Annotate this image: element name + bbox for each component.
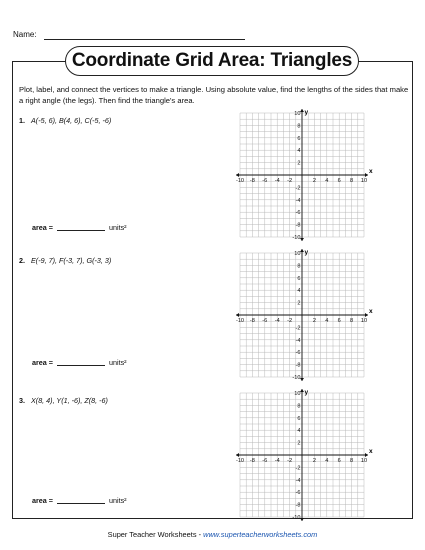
units-label: units² xyxy=(108,496,127,505)
coordinate-grid xyxy=(230,389,378,524)
y-tick-label: -8 xyxy=(295,222,301,229)
coordinate-grid xyxy=(230,249,378,384)
y-tick-label: 8 xyxy=(297,403,301,410)
y-tick-label: -4 xyxy=(295,337,301,344)
x-tick-label: -6 xyxy=(262,318,268,324)
x-tick-label: 2 xyxy=(312,318,316,324)
problem-3 xyxy=(19,396,108,405)
x-tick-label: 2 xyxy=(312,458,316,464)
problem-2 xyxy=(19,256,111,265)
y-tick-label: 10 xyxy=(294,391,301,397)
area-label: area = xyxy=(32,496,53,505)
x-axis-arrow-left xyxy=(236,453,239,457)
x-tick-label: -8 xyxy=(249,318,255,324)
y-tick-label: -4 xyxy=(295,197,301,204)
y-tick-label: -8 xyxy=(295,362,301,369)
y-tick-label: 6 xyxy=(297,275,301,282)
problem-points: E(-9, 7), F(-3, 7), G(-3, 3) xyxy=(31,256,112,265)
problem-points: A(-5, 6), B(4, 6), C(-5, -6) xyxy=(31,116,112,125)
area-answer-field[interactable] xyxy=(57,503,105,504)
problem-1 xyxy=(19,116,111,125)
x-tick-label: 10 xyxy=(360,458,368,464)
x-tick-label: -4 xyxy=(274,318,280,324)
area-label: area = xyxy=(32,358,53,367)
y-tick-label: 2 xyxy=(297,300,301,307)
x-tick-label: 8 xyxy=(350,458,354,464)
y-tick-label: -6 xyxy=(295,350,301,357)
x-tick-label: -10 xyxy=(235,178,245,184)
y-tick-label: 6 xyxy=(297,415,301,422)
y-tick-label: 8 xyxy=(297,263,301,270)
x-axis-arrow-left xyxy=(236,173,239,177)
x-tick-label: 10 xyxy=(360,318,368,324)
footer-brand: Super Teacher Worksheets xyxy=(107,530,197,539)
x-tick-label: 8 xyxy=(350,178,354,184)
problem-number: 2. xyxy=(19,256,25,265)
x-tick-label: -2 xyxy=(287,458,293,464)
area-answer-field[interactable] xyxy=(57,365,105,366)
x-tick-label: -2 xyxy=(287,318,293,324)
area-row-1 xyxy=(32,223,127,232)
problem-number: 1. xyxy=(19,116,25,125)
y-tick-label: 4 xyxy=(297,428,301,435)
x-axis-label: x xyxy=(369,168,373,175)
name-label: Name: xyxy=(13,30,37,39)
x-tick-label: 4 xyxy=(325,318,329,324)
area-row-2 xyxy=(32,358,127,367)
y-tick-label: -10 xyxy=(292,515,301,521)
y-axis-arrow-down xyxy=(300,238,304,241)
x-tick-label: 6 xyxy=(337,458,341,464)
y-axis-arrow-down xyxy=(300,518,304,521)
x-tick-label: 2 xyxy=(312,178,316,184)
y-tick-label: 6 xyxy=(297,135,301,142)
y-axis-label: y xyxy=(304,249,309,256)
y-tick-label: 4 xyxy=(297,148,301,155)
problem-points: X(8, 4), Y(1, -6), Z(8, -6) xyxy=(31,396,108,405)
problem-number: 3. xyxy=(19,396,25,405)
x-tick-label: 10 xyxy=(360,178,368,184)
area-answer-field[interactable] xyxy=(57,230,105,231)
footer xyxy=(0,530,425,539)
y-tick-label: -6 xyxy=(295,210,301,217)
x-tick-label: -6 xyxy=(262,178,268,184)
coordinate-grid xyxy=(230,109,378,244)
y-tick-label: -2 xyxy=(295,465,301,472)
y-tick-label: -10 xyxy=(292,375,301,381)
area-row-3 xyxy=(32,496,127,505)
x-axis-label: x xyxy=(369,308,373,315)
page-title: Coordinate Grid Area: Triangles xyxy=(65,46,359,76)
y-tick-label: -6 xyxy=(295,490,301,497)
y-tick-label: -2 xyxy=(295,325,301,332)
footer-url[interactable]: www.superteacherworksheets.com xyxy=(203,530,318,539)
footer-separator: - xyxy=(198,530,202,539)
y-axis-label: y xyxy=(304,109,309,116)
y-tick-label: 2 xyxy=(297,440,301,447)
area-label: area = xyxy=(32,223,53,232)
y-axis-arrow-up xyxy=(300,249,304,252)
y-tick-label: 10 xyxy=(294,111,301,117)
x-tick-label: 4 xyxy=(325,178,329,184)
y-tick-label: -8 xyxy=(295,502,301,509)
y-axis-arrow-up xyxy=(300,109,304,112)
instructions: Plot, label, and connect the vertices to make a triangle. Using absolute value, find the lengths of the sides that make a right angle (the legs). Then find the triangle's area. xyxy=(19,85,409,105)
units-label: units² xyxy=(108,358,127,367)
units-label: units² xyxy=(108,223,127,232)
x-tick-label: -10 xyxy=(235,458,245,464)
y-tick-label: 4 xyxy=(297,288,301,295)
x-axis-label: x xyxy=(369,448,373,455)
x-tick-label: 4 xyxy=(325,458,329,464)
y-axis-arrow-down xyxy=(300,378,304,381)
x-tick-label: -4 xyxy=(274,178,280,184)
y-tick-label: 2 xyxy=(297,160,301,167)
x-axis-arrow-right xyxy=(365,173,368,177)
y-axis-arrow-up xyxy=(300,389,304,392)
x-tick-label: -8 xyxy=(249,178,255,184)
y-tick-label: -10 xyxy=(292,235,301,241)
x-tick-label: -4 xyxy=(274,458,280,464)
x-axis-arrow-right xyxy=(365,313,368,317)
x-tick-label: -6 xyxy=(262,458,268,464)
x-tick-label: -2 xyxy=(287,178,293,184)
y-axis-label: y xyxy=(304,389,309,396)
x-tick-label: 6 xyxy=(337,318,341,324)
x-axis-arrow-right xyxy=(365,453,368,457)
x-tick-label: 8 xyxy=(350,318,354,324)
x-tick-label: 6 xyxy=(337,178,341,184)
name-field[interactable] xyxy=(44,39,245,40)
x-tick-label: -10 xyxy=(235,318,245,324)
y-tick-label: 10 xyxy=(294,251,301,257)
x-axis-arrow-left xyxy=(236,313,239,317)
y-tick-label: 8 xyxy=(297,123,301,130)
x-tick-label: -8 xyxy=(249,458,255,464)
y-tick-label: -2 xyxy=(295,185,301,192)
y-tick-label: -4 xyxy=(295,477,301,484)
